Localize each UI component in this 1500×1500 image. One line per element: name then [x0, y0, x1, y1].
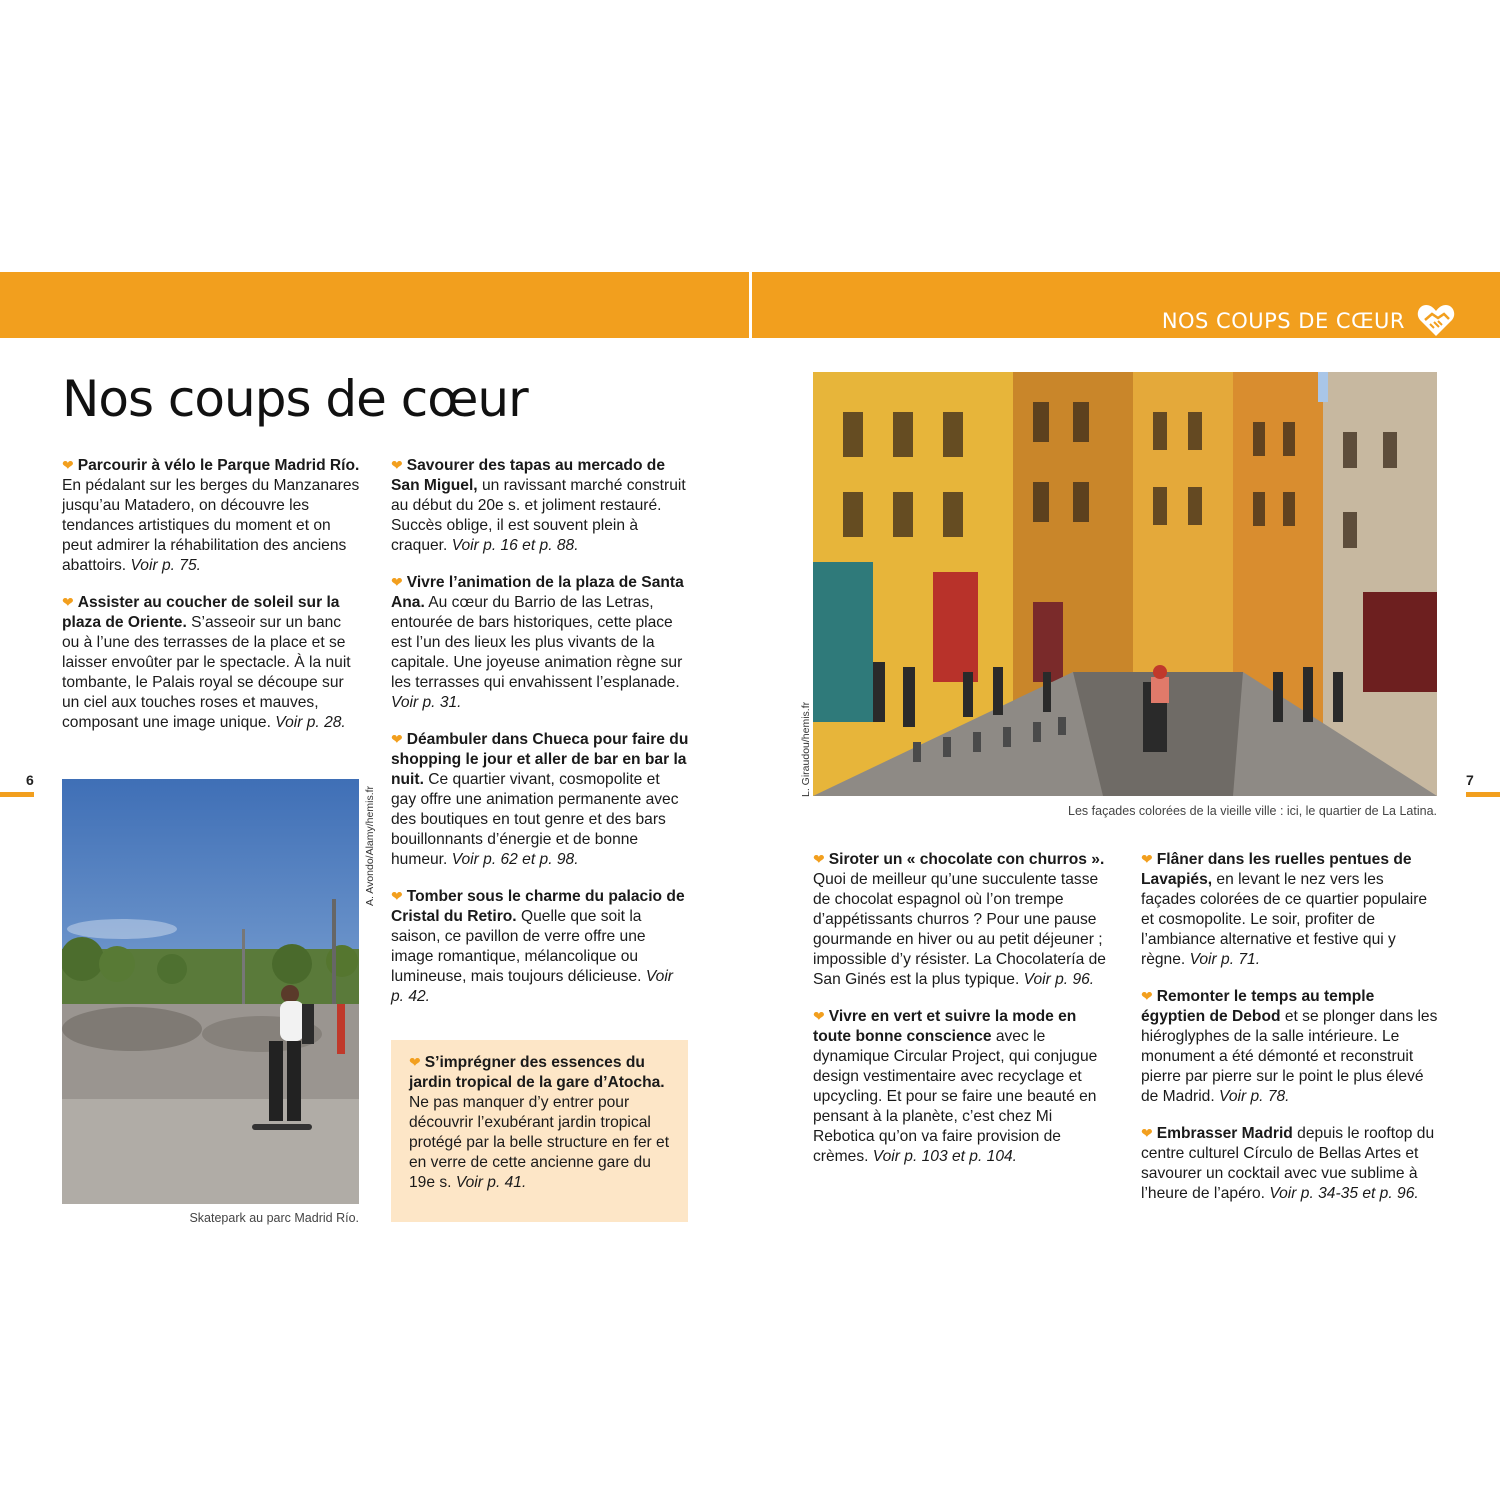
column-2 [391, 455, 689, 1023]
heart-icon: ❤ [62, 594, 74, 610]
heart-icon: ❤ [391, 574, 403, 590]
handshake-heart-icon [1416, 302, 1456, 338]
column-1 [62, 455, 362, 749]
page-title: Nos coups de cœur [62, 370, 528, 428]
heart-icon: ❤ [62, 457, 74, 473]
list-item: ❤ Vivre l’animation de la plaza de Santa Ana. Au cœur du Barrio de las Letras, entourée de bars historiques, cette place est l’un des lieux les plus vivants de la capitale. Une joyeuse animation règne sur les terrasses qui envahissent l’esplanade. Voir p. 31. [391, 574, 684, 711]
heart-icon: ❤ [1141, 851, 1153, 867]
header-band-left [0, 272, 749, 338]
heart-icon: ❤ [391, 457, 403, 473]
heart-icon: ❤ [391, 888, 403, 904]
list-item: ❤ Parcourir à vélo le Parque Madrid Río. En pédalant sur les berges du Manzanares jusqu’au Matadero, on découvre les tendances artistiques du moment et on peut admirer la réhabilitation des anciens abattoirs. Voir p. 75. [62, 457, 360, 574]
heart-icon: ❤ [1141, 988, 1153, 1004]
column-3 [813, 849, 1113, 1183]
column-4 [1141, 849, 1439, 1220]
heart-icon: ❤ [813, 1008, 825, 1024]
heart-icon: ❤ [813, 851, 825, 867]
page-number-left: 6 [26, 772, 34, 788]
highlight-box [391, 1040, 688, 1222]
photo-credit-right: L. Giraudou/hemis.fr [800, 701, 812, 797]
heart-icon: ❤ [409, 1054, 421, 1070]
photo-caption-right: Les façades colorées de la vieille ville : ici, le quartier de La Latina. [1068, 804, 1437, 818]
list-item: ❤ Tomber sous le charme du palacio de Cristal du Retiro. Quelle que soit la saison, ce pavillon de verre offre une image romantique, mélancolique ou lumineuse, mais toujours délicieuse. Voir p. 42. [391, 888, 685, 1005]
header-band-right [752, 272, 1500, 338]
photo-caption-left: Skatepark au parc Madrid Río. [189, 1211, 359, 1225]
highlight-item: ❤ S’imprégner des essences du jardin tropical de la gare d’Atocha. Ne pas manquer d’y entrer pour découvrir l’exubérant jardin tropical protégé par la belle structure en fer et en verre de cette ancienne gare du 19e s. Voir p. 41. [409, 1054, 670, 1191]
list-item: ❤ Remonter le temps au temple égyptien de Debod et se plonger dans les hiéroglyphes de la salle intérieure. Le monument a été démonté et reconstruit pierre par pierre sur le point le plus élevé de Madrid. Voir p. 78. [1141, 988, 1438, 1105]
list-item: ❤ Siroter un « chocolate con churros ». Quoi de meilleur qu’une succulente tasse de chocolat espagnol où l’on trempe d’appétissants churros ? Pour une pause gourmande en hiver ou au petit déjeuner ; impossible d’y résister. La Chocolatería de San Ginés est la plus typique. Voir p. 96. [813, 851, 1106, 988]
skatepark-photo [62, 779, 359, 1204]
page-marker-left [0, 792, 34, 797]
photo-credit-left: A. Avondo/Alamy/hemis.fr [364, 785, 376, 906]
list-item: ❤ Embrasser Madrid depuis le rooftop du centre culturel Círculo de Bellas Artes et savourer un cocktail avec vue sublime à l’heure de l’apéro. Voir p. 34-35 et p. 96. [1141, 1125, 1435, 1202]
page-number-right: 7 [1466, 772, 1474, 788]
heart-icon: ❤ [1141, 1125, 1153, 1141]
page-marker-right [1466, 792, 1500, 797]
list-item: ❤ Assister au coucher de soleil sur la plaza de Oriente. S’asseoir sur un banc ou à l’une des terrasses de la place et se laisser envoûter par le spectacle. À la nuit tombante, le Palais royal se découpe sur un ciel aux touches roses et mauves, composant une image unique. Voir p. 28. [62, 594, 351, 731]
la-latina-photo [813, 372, 1437, 796]
list-item: ❤ Déambuler dans Chueca pour faire du shopping le jour et aller de bar en bar la nuit. Ce quartier vivant, cosmopolite et gay offre une animation permanente avec des boutiques en tout genre et des bars bouillonnants d’énergie et de bonne humeur. Voir p. 62 et p. 98. [391, 731, 689, 868]
list-item: ❤ Savourer des tapas au mercado de San Miguel, un ravissant marché construit au début du 20e s. et joliment restauré. Succès oblige, il est souvent plein à craquer. Voir p. 16 et p. 88. [391, 457, 686, 554]
list-item: ❤ Vivre en vert et suivre la mode en toute bonne conscience avec le dynamique Circular Project, qui conjugue design vestimentaire avec recyclage et upcycling. Et pour se faire une beauté en pensant à la planète, c’est chez Mi Rebotica qu’on va faire provision de crèmes. Voir p. 103 et p. 104. [813, 1008, 1098, 1165]
list-item: ❤ Flâner dans les ruelles pentues de Lavapiés, en levant le nez vers les façades colorées de ce quartier populaire et cosmopolite. Le soir, profiter de l’ambiance alternative et festive qui y règne. Voir p. 71. [1141, 851, 1428, 968]
section-header-title: NOS COUPS DE CŒUR [1161, 309, 1405, 333]
heart-icon: ❤ [391, 731, 403, 747]
